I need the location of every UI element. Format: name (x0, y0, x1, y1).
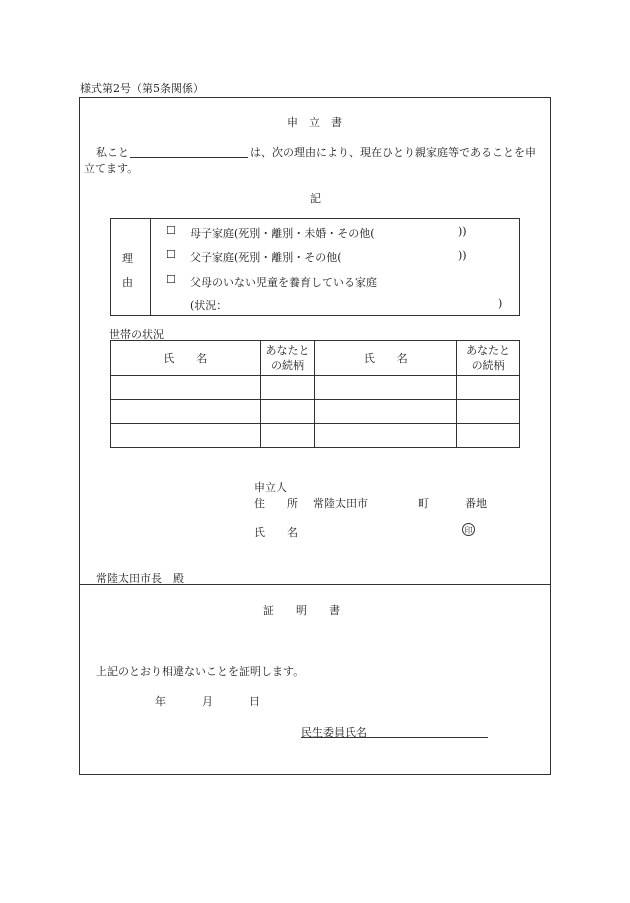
commissioner-label: 民生委員氏名 (301, 726, 367, 739)
ki-heading: 記 (310, 192, 321, 205)
checkbox-fushi[interactable]: ☐ (166, 248, 176, 261)
table-cell[interactable] (315, 376, 457, 400)
form-number: 様式第2号（第5条関係） (80, 82, 204, 95)
table-cell[interactable] (315, 400, 457, 424)
table-row (111, 376, 520, 400)
cert-day: 日 (249, 695, 260, 708)
table-cell[interactable] (457, 400, 520, 424)
col-relation-1-line1: あなたと (265, 344, 310, 357)
statement-prefix: 私こと (96, 146, 129, 159)
situation-close: ) (498, 297, 503, 310)
table-row (111, 400, 520, 424)
application-title: 申 立 書 (287, 116, 342, 129)
col-name-1: 氏 名 (111, 341, 261, 376)
col-relation-1 (260, 341, 315, 376)
table-cell[interactable] (260, 400, 315, 424)
address-label: 住 所 (254, 497, 298, 510)
reason-label-bottom: 由 (122, 276, 133, 289)
table-cell[interactable] (111, 400, 261, 424)
seal-mark: 印 (462, 523, 475, 536)
table-cell[interactable] (260, 424, 315, 448)
address-banchi: 番地 (465, 497, 487, 510)
table-cell[interactable] (111, 424, 261, 448)
col-relation-2-line1: あなたと (466, 344, 511, 357)
table-cell[interactable] (260, 376, 315, 400)
table-cell[interactable] (111, 376, 261, 400)
option-no-parents: 父母のいない児童を養育している家庭 (190, 276, 377, 289)
commissioner-signature-line[interactable] (301, 737, 488, 738)
table-cell[interactable] (457, 424, 520, 448)
household-table (110, 340, 520, 448)
address-town: 町 (418, 497, 429, 510)
col-name-2: 氏 名 (315, 341, 457, 376)
statement-line2: 立てます。 (84, 162, 139, 175)
option-boshi-close: )) (458, 225, 467, 238)
applicant-name-label: 氏 名 (254, 526, 298, 539)
reason-separator (150, 218, 151, 316)
reason-label-top: 理 (122, 252, 133, 265)
applicant-label: 申立人 (254, 481, 287, 494)
checkbox-no-parents[interactable]: ☐ (166, 273, 176, 286)
applicant-name-blank[interactable] (130, 157, 248, 158)
certificate-title: 証 明 書 (263, 604, 340, 617)
table-cell[interactable] (315, 424, 457, 448)
certificate-statement: 上記のとおり相違ないことを証明します。 (96, 665, 305, 678)
household-heading: 世帯の状況 (109, 328, 164, 341)
address-city: 常陸太田市 (313, 497, 368, 510)
statement-suffix: は、次の理由により、現在ひとり親家庭等であることを申 (250, 146, 536, 159)
table-cell[interactable] (457, 376, 520, 400)
col-relation-1-line2: の続柄 (271, 359, 305, 372)
addressee: 常陸太田市長 殿 (96, 572, 184, 585)
option-fushi: 父子家庭(死別・離別・その他( (190, 251, 342, 264)
col-relation-2-line2: の続柄 (471, 359, 505, 372)
checkbox-boshi[interactable]: ☐ (166, 224, 176, 237)
cert-month: 月 (202, 695, 213, 708)
option-fushi-close: )) (458, 249, 467, 262)
situation-label: (状況： (190, 299, 228, 312)
col-relation-2 (457, 341, 520, 376)
cert-year: 年 (155, 695, 166, 708)
table-row (111, 424, 520, 448)
option-boshi: 母子家庭(死別・離別・未婚・その他( (190, 227, 375, 240)
